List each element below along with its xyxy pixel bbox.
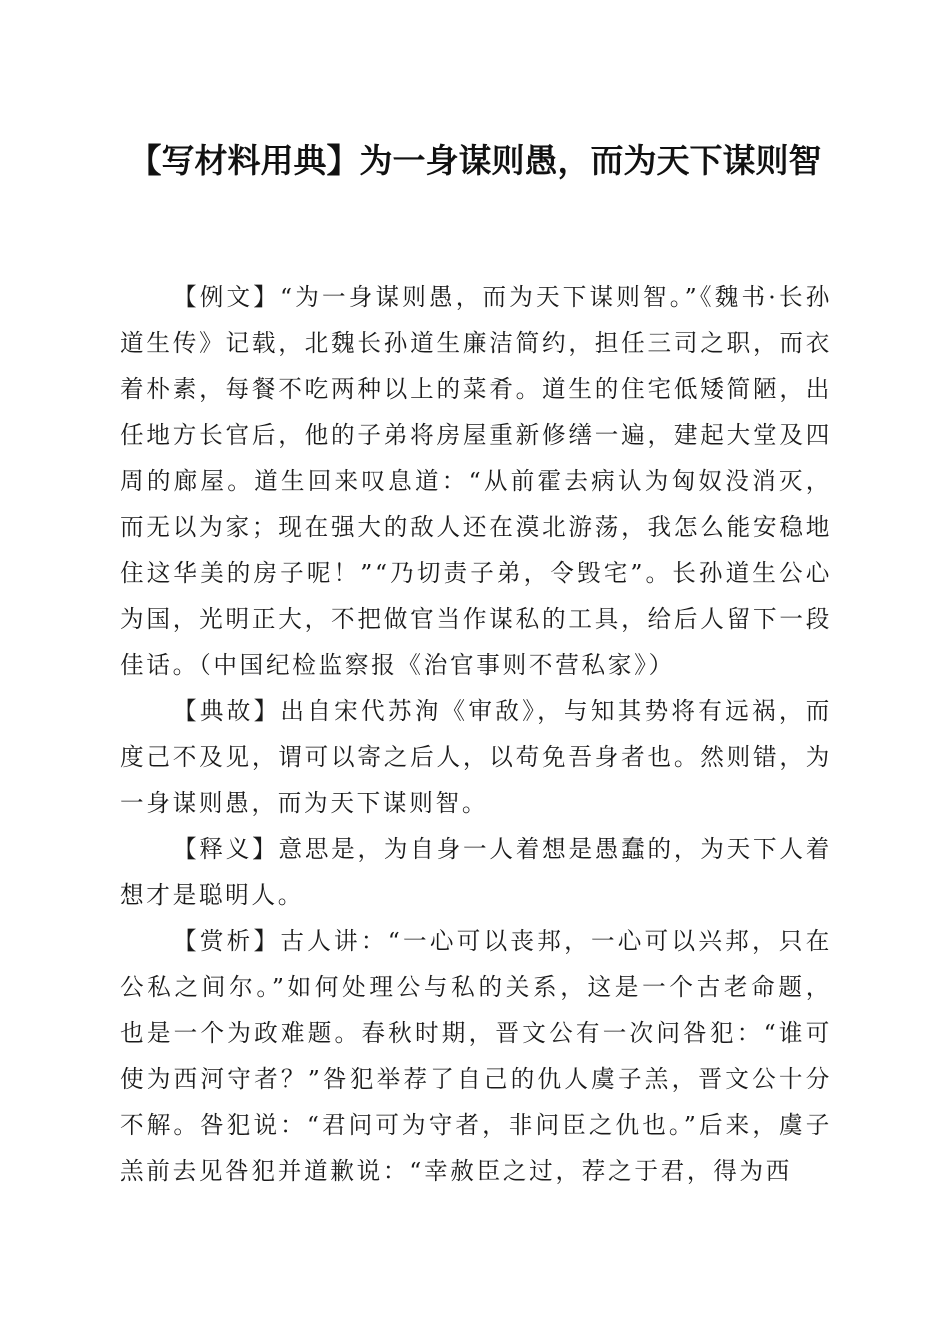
document-title: 【写材料用典】为一身谋则愚，而为天下谋则智 (128, 141, 822, 180)
paragraph-example: 【例文】“为一身谋则愚，而为天下谋则智。”《魏书·长孙道生传》记载，北魏长孙道生廉洁简约，担任三司之职，而衣着朴素，每餐不吃两种以上的菜肴。道生的住宅低矮简陋，出任地方长官后，他的子弟将房屋重新修缮一遍，建起大堂及四周的廊屋。道生回来叹息道：“从前霍去病认为匈奴没消灭，而无以为家；现在强大的敌人还在漠北游荡，我怎么能安稳地住这华美的房子呢！”“乃切责子弟，令毁宅”。长孙道生公心为国，光明正大，不把做官当作谋私的工具，给后人留下一段佳话。（中国纪检监察报《治官事则不营私家》） (120, 283, 832, 679)
paragraph-allusion: 【典故】出自宋代苏洵《审敌》，与知其势将有远祸，而度己不及见，谓可以寄之后人，以苟免吾身者也。然则错，为一身谋则愚，而为天下谋则智。 (120, 697, 832, 817)
document-body (120, 274, 832, 1194)
paragraph-appreciation: 【赏析】古人讲：“一心可以丧邦，一心可以兴邦，只在公私之间尔。”如何处理公与私的关系，这是一个古老命题，也是一个为政难题。春秋时期，晋文公有一次问咎犯：“谁可使为西河守者？”咎犯举荐了自己的仇人虞子羔，晋文公十分不解。咎犯说：“君问可为守者，非问臣之仇也。”后来，虞子羔前去见咎犯并道歉说：“幸赦臣之过，荐之于君，得为西 (120, 927, 832, 1185)
paragraph-meaning: 【释义】意思是，为自身一人着想是愚蠢的，为天下人着想才是聪明人。 (120, 835, 832, 909)
